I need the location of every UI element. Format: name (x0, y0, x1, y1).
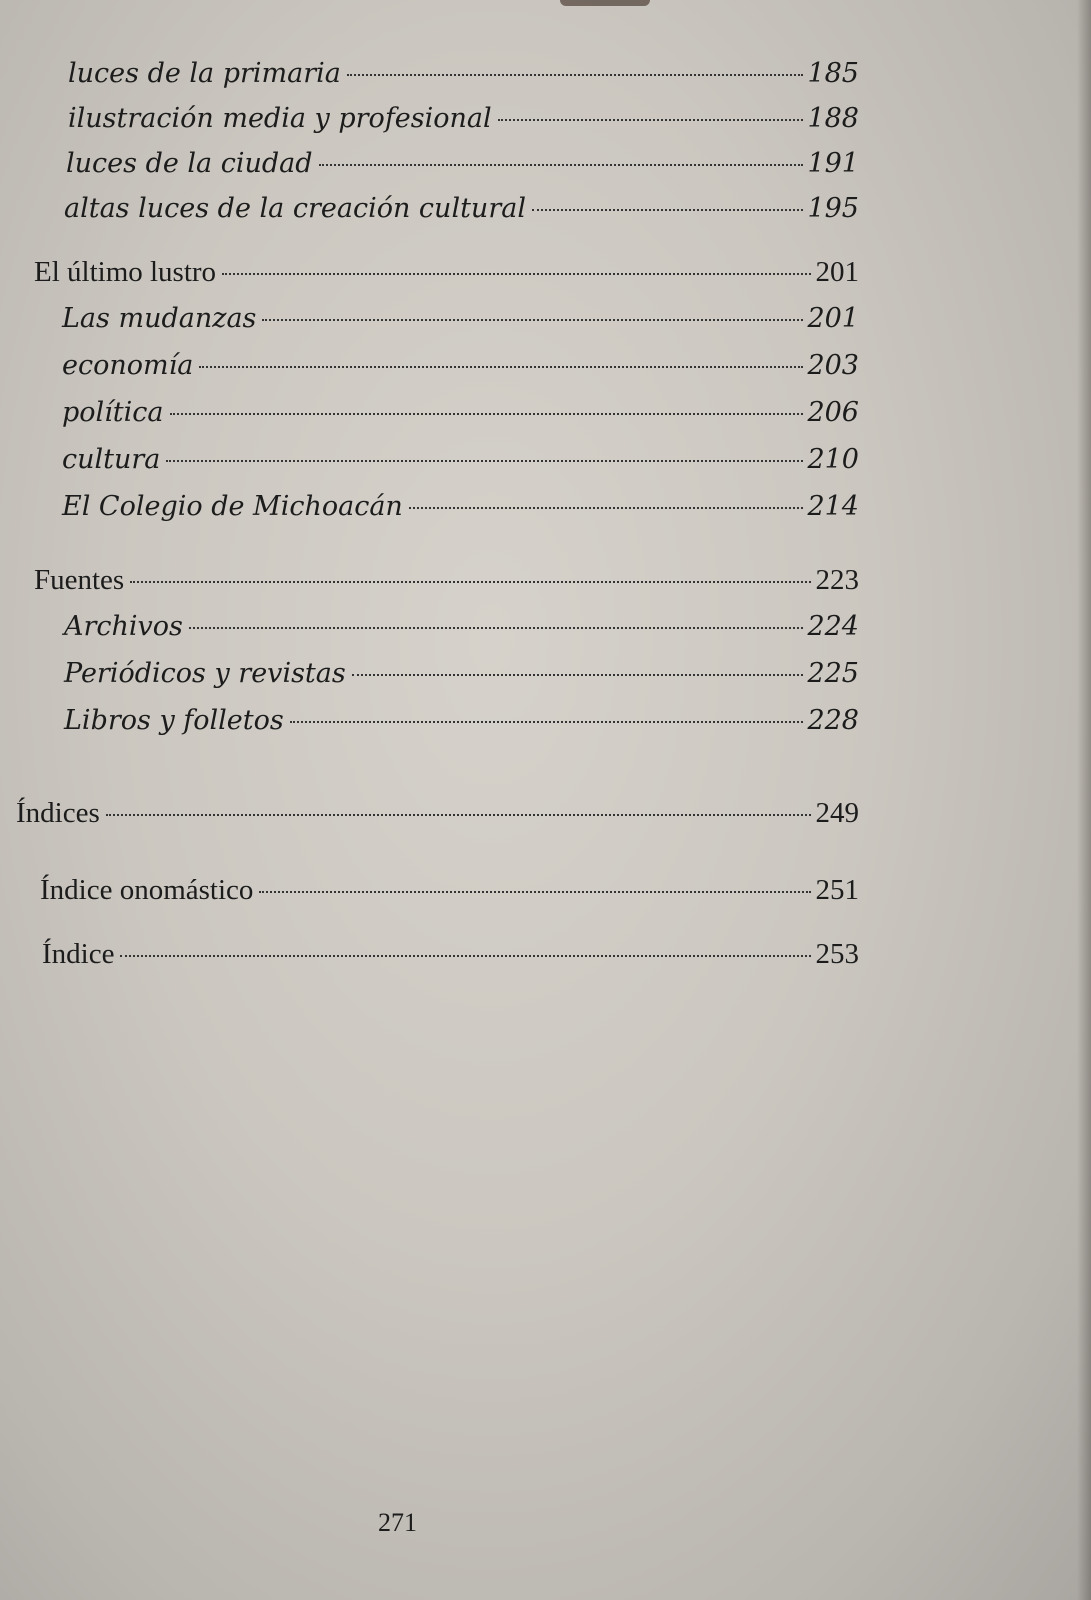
toc-entry-page: 214 (807, 491, 859, 522)
leader-dots (166, 460, 803, 462)
toc-entry-label: Libros y folletos (64, 705, 284, 736)
leader-dots (319, 164, 804, 166)
leader-dots (222, 273, 811, 275)
leader-dots (130, 581, 811, 583)
toc-entry (62, 303, 859, 339)
toc-section-page: 251 (815, 874, 859, 906)
toc-entry-label: política (62, 397, 164, 428)
leader-dots (352, 674, 804, 676)
toc-entry-label: luces de la primaria (68, 58, 341, 89)
toc-entry-page: 225 (807, 658, 859, 689)
toc-entry-label: economía (62, 350, 194, 381)
toc-entry-label: cultura (62, 444, 161, 475)
leader-dots (259, 891, 811, 893)
leader-dots (199, 366, 803, 368)
toc-entry (64, 705, 859, 741)
top-edge-shadow (560, 0, 650, 6)
page-number: 271 (378, 1508, 417, 1537)
toc-section-page: 223 (815, 564, 859, 596)
toc-entry-page: 191 (807, 148, 859, 179)
toc-entry-label: altas luces de la creación cultural (64, 193, 526, 224)
toc-entry (62, 350, 859, 386)
toc-section-label: Índice onomástico (40, 874, 254, 906)
toc-section-page: 249 (815, 797, 859, 829)
toc-entry-label: Archivos (64, 611, 183, 642)
toc-entry (64, 658, 859, 694)
toc-section-label: El último lustro (34, 256, 217, 288)
toc-section (40, 874, 859, 910)
toc-section-label: Fuentes (34, 564, 125, 596)
toc-entry (68, 58, 859, 94)
leader-dots (498, 119, 804, 121)
toc-entry-label: ilustración media y profesional (68, 103, 492, 134)
toc-section-label: Índices (16, 797, 100, 829)
toc-entry-page: 210 (807, 444, 859, 475)
toc-entry (62, 444, 859, 480)
toc-entry (62, 491, 859, 527)
leader-dots (189, 627, 804, 629)
toc-entry (64, 193, 859, 229)
toc-section (16, 797, 859, 833)
toc-section (34, 256, 859, 292)
toc-entry-label: Las mudanzas (62, 303, 257, 334)
toc-entry-page: 224 (807, 611, 859, 642)
leader-dots (532, 209, 804, 211)
toc-entry-label: luces de la ciudad (66, 148, 313, 179)
toc-entry (66, 148, 859, 184)
leader-dots (262, 319, 803, 321)
toc-section-page: 201 (815, 256, 859, 288)
toc-entry-page: 206 (807, 397, 859, 428)
page-edge-shadow (1077, 0, 1091, 1600)
toc-entry-page: 203 (807, 350, 859, 381)
toc-section-label: Índice (42, 938, 115, 970)
leader-dots (409, 507, 804, 509)
leader-dots (347, 74, 804, 76)
toc-entry (64, 611, 859, 647)
leader-dots (120, 955, 811, 957)
toc-section (34, 564, 859, 600)
toc-entry-page: 201 (807, 303, 859, 334)
toc-entry-label: Periódicos y revistas (64, 658, 346, 689)
toc-section-page: 253 (815, 938, 859, 970)
leader-dots (170, 413, 804, 415)
leader-dots (290, 721, 804, 723)
toc-entry (68, 103, 859, 139)
toc-entry-page: 188 (807, 103, 859, 134)
leader-dots (106, 814, 811, 816)
toc-entry-label: El Colegio de Michoacán (62, 491, 403, 522)
toc-section (42, 938, 859, 974)
toc-entry-page: 185 (807, 58, 859, 89)
toc-entry-page: 228 (807, 705, 859, 736)
toc-entry (62, 397, 859, 433)
toc-entry-page: 195 (807, 193, 859, 224)
